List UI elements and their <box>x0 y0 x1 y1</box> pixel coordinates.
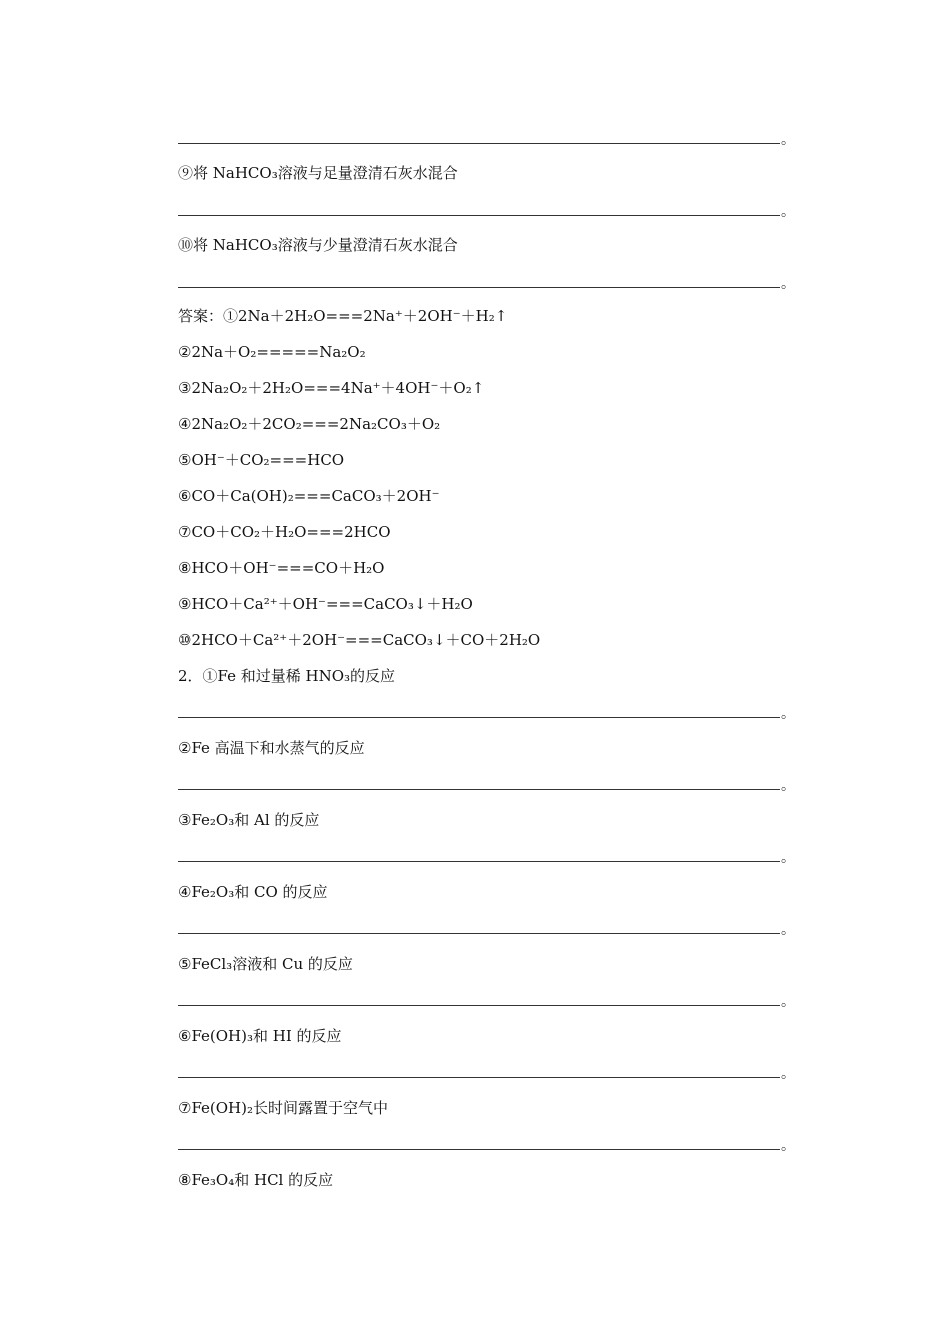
answer-blank-9[interactable] <box>178 215 780 216</box>
question-2-6: ⑥Fe(OH)₃和 HI 的反应 <box>178 1027 342 1045</box>
period-mark: 。 <box>781 1066 795 1082</box>
period-mark: 。 <box>781 994 795 1010</box>
answer-blank-2-7[interactable] <box>178 1149 780 1150</box>
answer-line: ⑦CO＋CO₂＋H₂O===2HCO <box>178 523 391 541</box>
answer-line: ⑩2HCO＋Ca²⁺＋2OH⁻===CaCO₃↓＋CO＋2H₂O <box>178 631 541 649</box>
period-mark: 。 <box>781 132 795 148</box>
answer-line: 答案：①2Na＋2H₂O===2Na⁺＋2OH⁻＋H₂↑ <box>178 307 508 325</box>
answer-line: ⑤OH⁻＋CO₂===HCO <box>178 451 345 469</box>
answer-blank-1[interactable] <box>178 143 780 144</box>
answer-blank-2-2[interactable] <box>178 789 780 790</box>
answer-line: ⑧HCO＋OH⁻===CO＋H₂O <box>178 559 385 577</box>
question-2-2: ②Fe 高温下和水蒸气的反应 <box>178 739 365 757</box>
answer-line: ⑥CO＋Ca(OH)₂===CaCO₃＋2OH⁻ <box>178 487 440 505</box>
question-2-3: ③Fe₂O₃和 Al 的反应 <box>178 811 320 829</box>
period-mark: 。 <box>781 922 795 938</box>
period-mark: 。 <box>781 1138 795 1154</box>
period-mark: 。 <box>781 778 795 794</box>
period-mark: 。 <box>781 706 795 722</box>
period-mark: 。 <box>781 204 795 220</box>
answer-blank-2-4[interactable] <box>178 933 780 934</box>
question-2-5: ⑤FeCl₃溶液和 Cu 的反应 <box>178 955 353 973</box>
answer-blank-2-1[interactable] <box>178 717 780 718</box>
question-2-4: ④Fe₂O₃和 CO 的反应 <box>178 883 328 901</box>
question-2-7: ⑦Fe(OH)₂长时间露置于空气中 <box>178 1099 389 1117</box>
answer-line: ②2Na＋O₂=====Na₂O₂ <box>178 343 366 361</box>
answer-blank-2-3[interactable] <box>178 861 780 862</box>
answer-blank-10[interactable] <box>178 287 780 288</box>
answer-line: ⑨HCO＋Ca²⁺＋OH⁻===CaCO₃↓＋H₂O <box>178 595 473 613</box>
answer-blank-2-5[interactable] <box>178 1005 780 1006</box>
question-2-1: 2．①Fe 和过量稀 HNO₃的反应 <box>178 667 396 685</box>
period-mark: 。 <box>781 850 795 866</box>
period-mark: 。 <box>781 276 795 292</box>
question-2-8: ⑧Fe₃O₄和 HCl 的反应 <box>178 1171 334 1189</box>
question-10: ⑩将 NaHCO₃溶液与少量澄清石灰水混合 <box>178 236 458 254</box>
answer-blank-2-6[interactable] <box>178 1077 780 1078</box>
question-9: ⑨将 NaHCO₃溶液与足量澄清石灰水混合 <box>178 164 458 182</box>
answer-line: ③2Na₂O₂＋2H₂O===4Na⁺＋4OH⁻＋O₂↑ <box>178 379 485 397</box>
answer-line: ④2Na₂O₂＋2CO₂===2Na₂CO₃＋O₂ <box>178 415 441 433</box>
